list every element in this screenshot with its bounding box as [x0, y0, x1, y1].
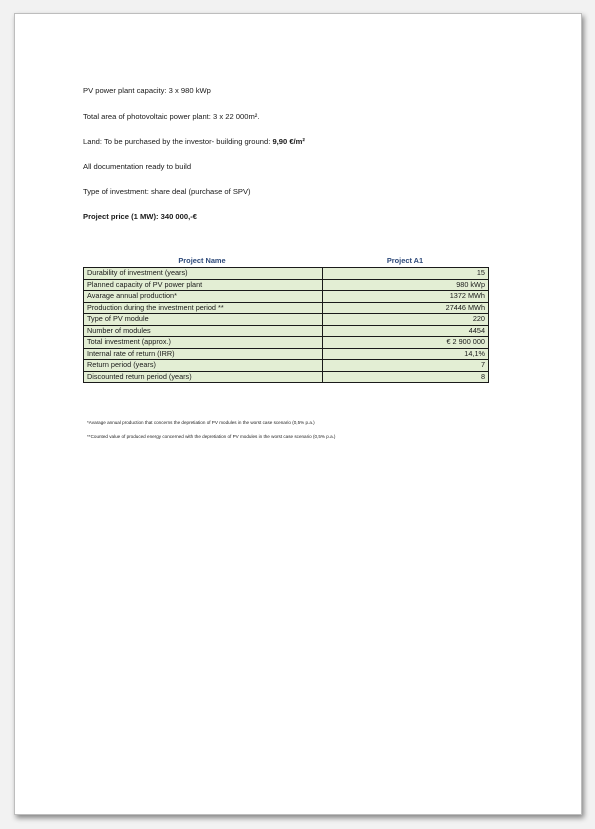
row-label: Avarage annual production*: [84, 291, 323, 303]
land-price: 9,90 €/m²: [272, 137, 305, 146]
row-label: Planned capacity of PV power plant: [84, 279, 323, 291]
row-label: Type of PV module: [84, 314, 323, 326]
project-price-line: Project price (1 MW): 340 000,-€: [83, 212, 197, 221]
table-row: [84, 279, 489, 291]
area-line: Total area of photovoltaic power plant: 3 x 22 000m².: [83, 112, 260, 121]
table-header-project-a1: Project A1: [386, 256, 424, 265]
row-value: 8: [323, 371, 489, 383]
row-value: 220: [323, 314, 489, 326]
row-value: 980 kWp: [323, 279, 489, 291]
table-row: [84, 268, 489, 280]
document-page: [14, 13, 582, 815]
row-label: Durability of investment (years): [84, 268, 323, 280]
table-row: [84, 371, 489, 383]
row-value: 14,1%: [323, 348, 489, 360]
project-table: [83, 267, 489, 383]
table-row: [84, 325, 489, 337]
row-value: 15: [323, 268, 489, 280]
table-row: [84, 348, 489, 360]
row-label: Number of modules: [84, 325, 323, 337]
table-row: [84, 314, 489, 326]
footnote-production: *Avarage annual production that concerns the depretiation of PV modules in the worst case scenario (0,5% p.a.): [87, 420, 315, 425]
row-label: Return period (years): [84, 360, 323, 372]
footnote-energy: **Counted value of produced energy concerned with the depretiation of PV modules in the worst case scenario (0,5% p.a.): [87, 434, 336, 439]
row-label: Discounted return period (years): [84, 371, 323, 383]
documentation-line: All documentation ready to build: [83, 162, 192, 171]
row-value: 27446 MWh: [323, 302, 489, 314]
capacity-line: PV power plant capacity: 3 x 980 kWp: [83, 86, 211, 95]
row-value: 1372 MWh: [323, 291, 489, 303]
table-row: [84, 337, 489, 349]
land-line: [83, 137, 305, 147]
row-value: 7: [323, 360, 489, 372]
table-row: [84, 291, 489, 303]
row-label: Production during the investment period **: [84, 302, 323, 314]
row-label: Total investment (approx.): [84, 337, 323, 349]
table-row: [84, 302, 489, 314]
land-prefix: Land: To be purchased by the investor- building ground:: [83, 137, 271, 146]
row-value: 4454: [323, 325, 489, 337]
row-value: € 2 900 000: [323, 337, 489, 349]
table-row: [84, 360, 489, 372]
row-label: Internal rate of return (IRR): [84, 348, 323, 360]
table-header-project-name: Project Name: [178, 256, 226, 265]
investment-type-line: Type of investment: share deal (purchase of SPV): [83, 187, 251, 196]
